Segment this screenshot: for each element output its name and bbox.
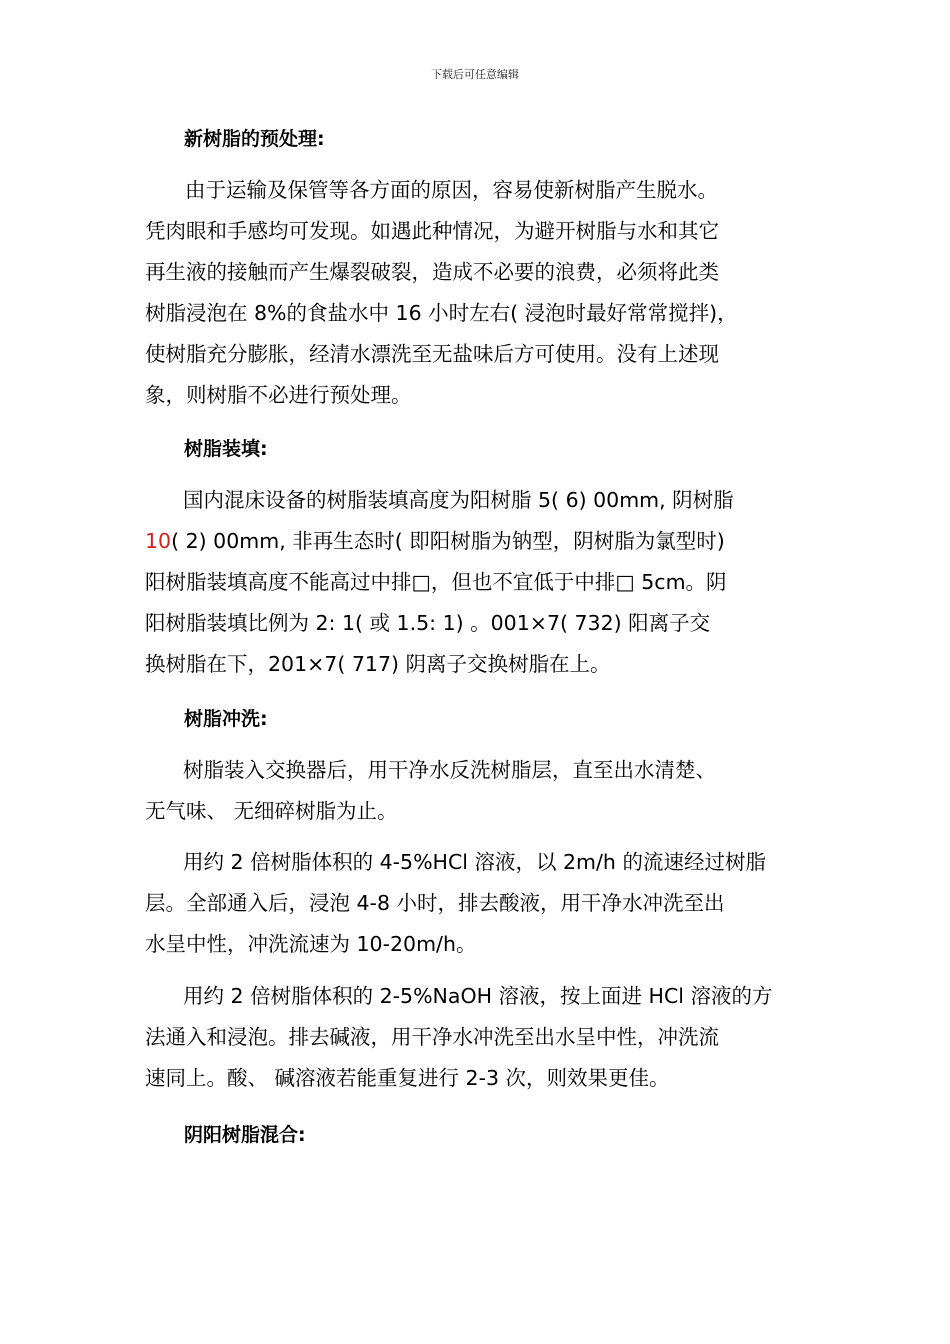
highlighted-text: 10 [145, 529, 172, 553]
text-line: 用约 2 倍树脂体积的 4-5%HCl 溶液，以 2m/h 的流速经过树脂 [183, 850, 766, 874]
text-line: 阳树脂装填比例为 2: 1( 或 1.5: 1) 。001×7( 732) 阳离子交 [145, 611, 711, 635]
section-heading: 树脂装填: [184, 438, 268, 460]
text-line: 树脂装入交换器后，用干净水反洗树脂层，直至出水清楚、 [183, 758, 716, 782]
text-line: 层。全部通入后，浸泡 4-8 小时，排去酸液，用干净水冲洗至出 [145, 891, 725, 915]
text-line: 国内混床设备的树脂装填高度为阳树脂 5( 6) 00mm, 阴树脂 [183, 488, 734, 512]
text-line: 无气味、 无细碎树脂为止。 [145, 799, 398, 823]
text-line: 使树脂充分膨胀，经清水漂洗至无盐味后方可使用。没有上述现 [145, 342, 719, 366]
text-line [145, 521, 805, 562]
section-heading: 阴阳树脂混合: [184, 1124, 306, 1146]
text-segment: ( 2) 00mm, 非再生态时( 即阳树脂为钠型，阴树脂为氯型时) [171, 529, 725, 553]
page-header: 下载后可任意编辑 [431, 68, 519, 81]
text-line: 由于运输及保管等各方面的原因，容易使新树脂产生脱水。 [185, 178, 718, 202]
text-line: 再生液的接触而产生爆裂破裂，造成不必要的浪费，必须将此类 [145, 260, 719, 284]
paragraph [145, 750, 805, 832]
paragraph [145, 842, 805, 965]
text-line: 法通入和浸泡。排去碱液，用干净水冲洗至出水呈中性，冲洗流 [145, 1025, 719, 1049]
text-line: 象，则树脂不必进行预处理。 [145, 383, 412, 407]
text-line: 阳树脂装填高度不能高过中排□，但也不宜低于中排□ 5cm。阴 [145, 570, 727, 594]
text-line: 水呈中性，冲洗流速为 10-20m/h。 [145, 932, 477, 956]
text-line: 凭肉眼和手感均可发现。如遇此种情况，为避开树脂与水和其它 [145, 219, 719, 243]
text-line: 速同上。酸、 碱溶液若能重复进行 2-3 次，则效果更佳。 [145, 1066, 670, 1090]
paragraph [145, 480, 805, 685]
paragraph [145, 170, 805, 416]
text-line: 换树脂在下，201×7( 717) 阴离子交换树脂在上。 [145, 652, 611, 676]
text-line: 用约 2 倍树脂体积的 2-5%NaOH 溶液，按上面进 HCl 溶液的方 [183, 984, 773, 1008]
paragraph [145, 976, 805, 1099]
text-line: 树脂浸泡在 8%的食盐水中 16 小时左右( 浸泡时最好常常搅拌)， [145, 301, 738, 325]
section-heading: 新树脂的预处理: [184, 128, 325, 150]
section-heading: 树脂冲洗: [184, 708, 268, 730]
